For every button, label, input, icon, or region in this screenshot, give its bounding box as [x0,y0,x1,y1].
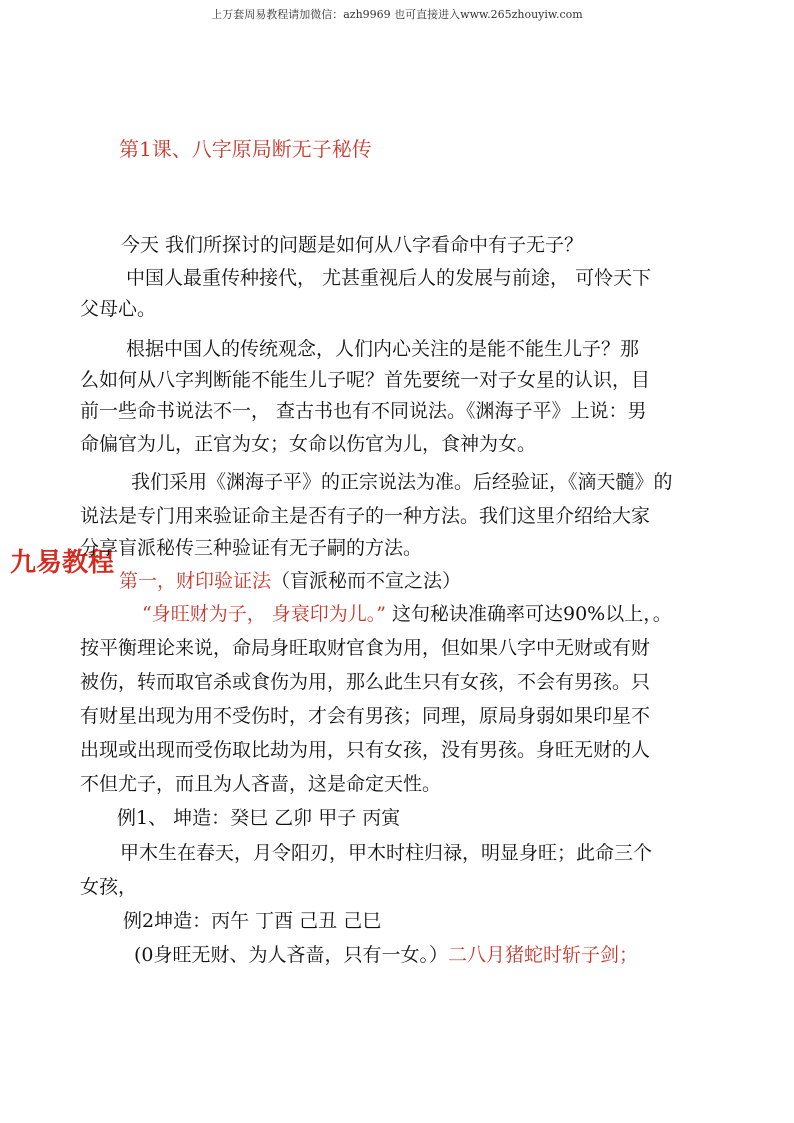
watermark-logo: 九易教程 [6,548,118,578]
text-line [80,670,720,694]
line-text: 前一些命书说法不一， 查古书也有不同说法。《渊海子平》上说：男 [80,400,647,422]
text-line [134,943,774,967]
line-text: 被伤，转而取官杀或食伤为用，那么此生只有女孩，不会有男孩。只 [80,671,651,693]
text-line [121,233,761,257]
line-text: 女孩， [80,876,138,898]
highlight-text: 二八月猪蛇时斩子剑； [448,944,639,966]
text-line [80,297,720,321]
line-text: 中国人最重传种接代， 尤甚重视后人的发展与前途， 可怜天下 [126,267,652,289]
line-text: 我们采用《渊海子平》的正宗说法为准。后经验证，《滴天髓》的 [131,471,673,493]
text-line [117,806,757,830]
line-text: 例1、 坤造：癸巳 乙卯 甲子 丙寅 [117,807,401,829]
line-text: 不但尤子，而且为人吝啬，这是命定天性。 [80,773,442,795]
text-line [126,337,766,361]
text-line [80,636,720,660]
line-text: 出现或出现而受伤取比劫为用，只有女孩，没有男孩。身旺无财的人 [80,739,651,761]
text-line [131,470,771,494]
line-text: 根据中国人的传统观念，人们内心关注的是能不能生儿子？那 [126,338,640,360]
line-text: 有财星出现为用不受伤时，才会有男孩；同理，原局身弱如果印星不 [80,705,651,727]
line-text: 甲木生在春天，月令阳刃，甲木时柱归禄，明显身旺；此命三个 [120,842,653,864]
line-text: 说法是专门用来验证命主是否有子的一种方法。我们这里介绍给大家 [80,505,651,527]
text-line [80,875,720,899]
line-text: 父母心。 [80,298,157,320]
line-text: (0身旺无财、为人吝啬，只有一女。） [134,944,449,966]
text-line [80,536,720,560]
line-text: 么如何从八字判断能不能生儿子呢？首先要统一对子女星的认识，目 [80,369,651,391]
text-line [80,432,720,456]
highlight-text: “身旺财为子， 身衰印为儿。” [142,603,386,625]
text-line [123,909,763,933]
text-line [142,602,782,626]
lesson-title: 第1课、八字原局断无子秘传 [119,137,372,161]
text-line [120,841,760,865]
line-text: 这句秘诀准确率可达90%以上，。 [385,603,672,625]
text-line [80,738,720,762]
text-line [119,569,759,593]
text-line [80,504,720,528]
text-line [80,704,720,728]
line-text: 命偏官为儿，正官为女；女命以伤官为儿，食神为女。 [80,433,537,455]
line-text: 按平衡理论来说，命局身旺取财官食为用，但如果八字中无财或有财 [80,637,651,659]
text-line [80,772,720,796]
highlight-text: 第一，财印验证法 [119,570,272,592]
line-text: 例2坤造：丙午 丁酉 己丑 己巳 [123,910,382,932]
text-line [80,368,720,392]
text-line [126,266,766,290]
line-text: 今天 我们所探讨的问题是如何从八字看命中有子无子？ [121,234,584,256]
text-line [80,399,720,423]
page-header: 上万套周易教程请加微信：azh9969 也可直接进入www.265zhouyiw.com [211,8,583,21]
line-text: （盲派秘而不宣之法） [271,570,462,592]
line-text: 分享盲派秘传三种验证有无子嗣的方法。 [80,537,423,559]
